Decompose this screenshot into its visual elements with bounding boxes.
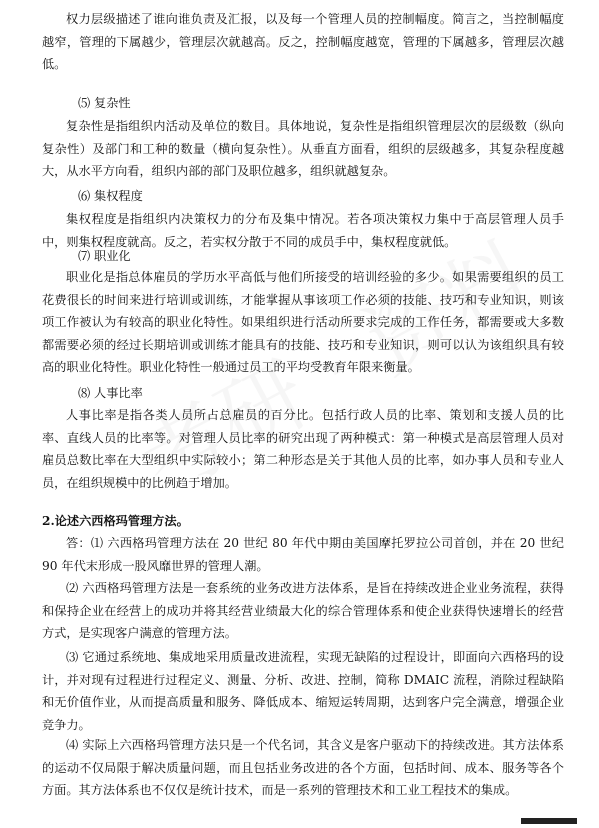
- answer-part-4: ⑷ 实际上六西格玛管理方法只是一个代名词，其含义是客户驱动下的持续改进。其方法体系的运动不仅局限于解决质量问题，而且包括业务改进的各个方面，包括时间、成本、服务等各个方面。其方法体系也不仅仅是统计技术，而是一系列的管理技术和工业工程技术的集成。: [42, 738, 564, 797]
- answer-part-3: ⑶ 它通过系统地、集成地采用质量改进流程，实现无缺陷的过程设计，即面向六西格玛的设计，并对现有过程进行过程定义、测量、分析、改进、控制，简称 DMAIC 流程，消除过程缺陷和无价值作业，从而提高质量和服务、降低成本、缩短运转周期，达到客户完全满意，增强企业竞争力。: [42, 650, 564, 732]
- heading-centralization: ⑹ 集权程度: [78, 189, 143, 203]
- paragraph-personnel-ratio: 人事比率是指各类人员所占总雇员的百分比。包括行政人员的比率、策划和支援人员的比率、直线人员的比率等。对管理人员比率的研究出现了两种模式：第一种模式是高层管理人员对雇员总数比率在大型组织中实际较小；第二种形态是关于其他人员的比率，如办事人员和专业人员，在组织规模中的比例趋于增加。: [42, 408, 564, 490]
- page-corner-mark: [521, 818, 577, 824]
- answer-part-2: ⑵ 六西格玛管理方法是一套系统的业务改进方法体系，是旨在持续改进企业业务流程，获得和保持企业在经营上的成功并将其经营业绩最大化的综合管理体系和使企业获得快速增长的经营方式，是实现客户满意的管理方法。: [42, 581, 564, 640]
- question-title: 2.论述六西格玛管理方法。: [42, 514, 189, 528]
- paragraph-professionalism: 职业化是指总体雇员的学历水平高低与他们所接受的培训经验的多少。如果需要组织的员工花费很长的时间来进行培训或训练，才能掌握从事该项工作必须的技能、技巧和专业知识，则该项工作被认为有较高的职业化特性。如果组织进行活动所要求完成的工作任务，都需要或大多数都需要必须的经过长期培训或训练才能具有的技能、技巧和专业知识，则可以认为该组织具有较高的职业化特性。职业化特性一般通过员工的平均受教育年限来衡量。: [42, 270, 564, 374]
- paragraph-hierarchy: 权力层级描述了谁向谁负责及汇报，以及每一个管理人员的控制幅度。简言之，当控制幅度越窄，管理的下属越少，管理层次就越高。反之，控制幅度越宽，管理的下属越多，管理层次越低。: [42, 12, 564, 71]
- heading-personnel-ratio: ⑻ 人事比率: [78, 386, 143, 400]
- paragraph-complexity: 复杂性是指组织内活动及单位的数目。具体地说，复杂性是指组织管理层次的层级数（纵向复杂性）及部门和工种的数量（横向复杂性）。从垂直方面看，组织的层级越多，其复杂程度越大，从水平方向看，组织内部的部门及职位越多，组织就越复杂。: [42, 119, 564, 178]
- heading-professionalism: ⑺ 职业化: [78, 249, 131, 263]
- heading-complexity: ⑸ 复杂性: [78, 96, 131, 110]
- paragraph-centralization: 集权程度是指组织内决策权力的分布及集中情况。若各项决策权力集中于高层管理人员手中，则集权程度就高。反之，若实权分散于不同的成员手中，集权程度就低。: [42, 212, 564, 249]
- answer-part-1: 答：⑴ 六西格玛管理方法在 20 世纪 80 年代中期由美国摩托罗拉公司首创，并在 20 世纪 90 年代末形成一股风靡世界的管理人潮。: [42, 536, 564, 573]
